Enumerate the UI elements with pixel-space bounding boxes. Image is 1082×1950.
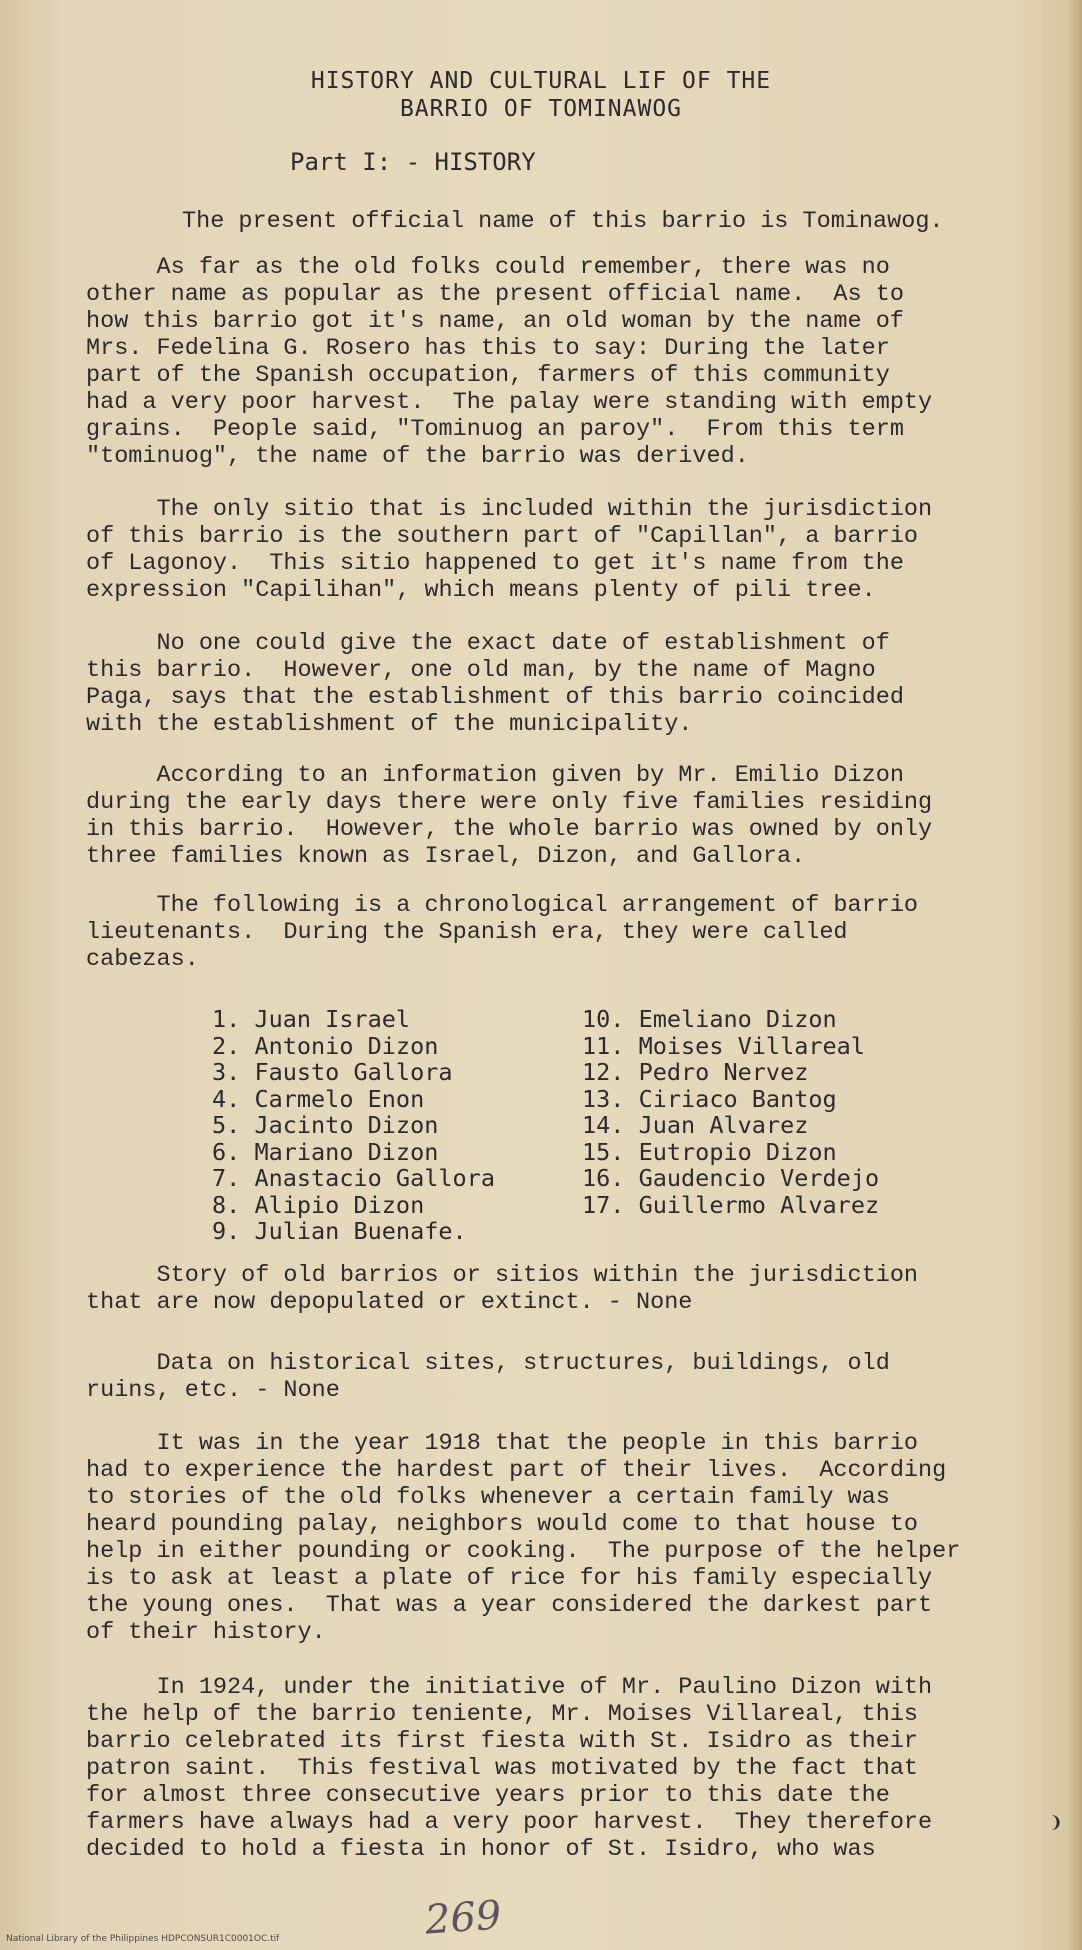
paragraph-official-name: The present official name of this barrio is Tominawog. <box>182 208 944 235</box>
continuation-mark: ❩ <box>1050 1810 1063 1834</box>
list-item: 1. Juan Israel <box>212 1005 411 1033</box>
lieutenants-list-left <box>212 1006 495 1245</box>
list-item: 16. Gaudencio Verdejo <box>582 1164 880 1192</box>
paragraph-lieutenants-intro: The following is a chronological arrangement of barrio lieutenants. During the Spanish era, they were called cabezas. <box>86 892 919 973</box>
list-item: 10. Emeliano Dizon <box>582 1005 837 1033</box>
document-title-line2: BARRIO OF TOMINAWOG <box>399 96 683 122</box>
paragraph-sitio: The only sitio that is included within the jurisdiction of this barrio is the southern part of "Capillan", a barrio of Lagonoy. This sitio happened to get it's name from the expression "Capilihan", which means plenty of pili tree. <box>86 496 933 604</box>
page-number: 269 <box>423 1892 503 1944</box>
list-item: 5. Jacinto Dizon <box>212 1111 439 1139</box>
list-item: 2. Antonio Dizon <box>212 1031 439 1060</box>
paragraph-fiesta-1924: In 1924, under the initiative of Mr. Paulino Dizon with the help of the barrio teniente, Mr. Moises Villareal, this barrio celebrated its first fiesta with St. Isidro as their patron saint. This festival was motivated by the fact that for almost three consecutive years prior to this date the farmers have always had a very poor harvest. They therefore decided to hold a fiesta in honor of St. Isidro, who was <box>86 1674 933 1863</box>
list-item: 7. Anastacio Gallora <box>212 1164 495 1192</box>
list-item: 6. Mariano Dizon <box>212 1137 439 1166</box>
list-item: 4. Carmelo Enon <box>212 1084 425 1113</box>
list-item: 17. Guillermo Alvarez <box>582 1190 880 1219</box>
list-item: 9. Julian Buenafe. <box>212 1217 467 1245</box>
footer-source-text: National Library of the Philippines HDPCONSUR1C0001OC.tif <box>6 1934 280 1944</box>
paragraph-year-1918: It was in the year 1918 that the people in this barrio had to experience the hardest part of their lives. According to stories of the old folks whenever a certain family was heard pounding palay, neighbors would come to that house to help in either pounding or cooking. The purpose of the helper is to ask at least a plate of rice for his family especially the young ones. That was a year considered the darkest part of their history. <box>86 1430 961 1646</box>
paragraph-families: According to an information given by Mr. Emilio Dizon during the early days there were only five families residing in this barrio. However, the whole barrio was owned by only three families known as Israel, Dizon, and Gallora. <box>86 762 933 870</box>
part-heading: Part I: - HISTORY <box>290 148 536 176</box>
paragraph-establishment: No one could give the exact date of establishment of this barrio. However, one old man, by the name of Magno Paga, says that the establishment of this barrio coincided with the establishment of the municipality. <box>86 630 904 738</box>
list-item: 11. Moises Villareal <box>582 1031 865 1060</box>
list-item: 15. Eutropio Dizon <box>582 1137 837 1166</box>
paragraph-historical-sites: Data on historical sites, structures, buildings, old ruins, etc. - None <box>86 1350 890 1404</box>
lieutenants-list-right <box>582 1006 879 1218</box>
list-item: 8. Alipio Dizon <box>212 1190 425 1219</box>
paragraph-name-origin: As far as the old folks could remember, there was no other name as popular as the present official name. As to how this barrio got it's name, an old woman by the name of Mrs. Fedelina G. Rosero has this to say: During the later part of the Spanish occupation, farmers of this community had a very poor harvest. The palay were standing with empty grains. People said, "Tominuog an paroy". From this term "tominuog", the name of the barrio was derived. <box>86 254 933 470</box>
document-title-line1: HISTORY AND CULTURAL LIF OF THE <box>310 68 772 94</box>
list-item: 13. Ciriaco Bantog <box>582 1084 837 1113</box>
paragraph-extinct-barrios: Story of old barrios or sitios within the jurisdiction that are now depopulated or extinct. - None <box>86 1262 919 1316</box>
list-item: 12. Pedro Nervez <box>582 1058 809 1086</box>
list-item: 14. Juan Alvarez <box>582 1111 809 1139</box>
list-item: 3. Fausto Gallora <box>212 1058 453 1086</box>
